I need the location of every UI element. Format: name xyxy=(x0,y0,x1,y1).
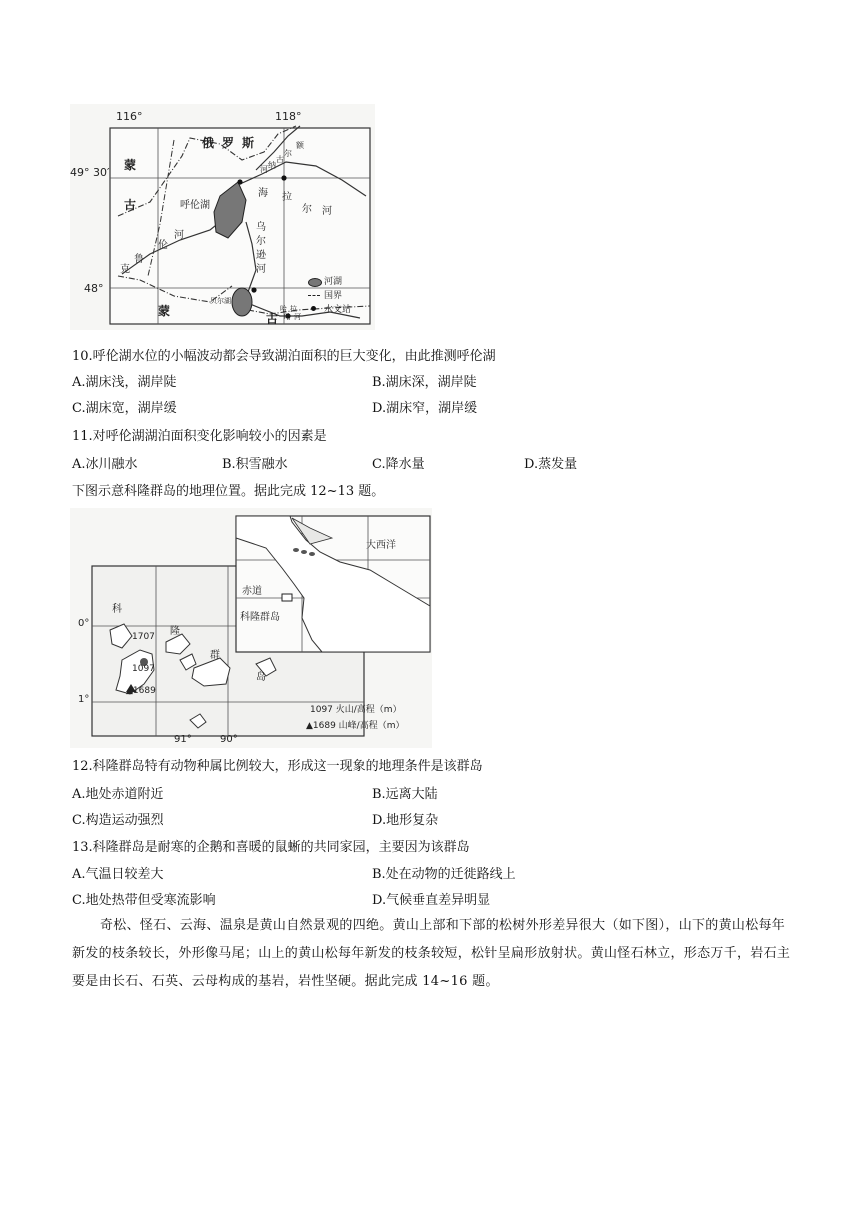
hailaer-river-2: 拉 xyxy=(282,192,292,203)
q12-option-a: A.地处赤道附近 xyxy=(72,787,164,802)
wuerxun-river-1: 乌 xyxy=(256,222,266,233)
kelulun-river-2: 鲁 xyxy=(134,254,144,265)
q10-stem: 10.呼伦湖水位的小幅波动都会导致湖泊面积的巨大变化，由此推测呼伦湖 xyxy=(72,349,496,364)
buir-lake-label: 贝尔湖 xyxy=(210,297,231,305)
mongolia-bottom-label-2: 古 xyxy=(266,312,279,326)
elevation-1689: ▲1689 xyxy=(126,686,156,696)
mongolia-bottom-label-1: 蒙 xyxy=(158,304,171,318)
q11-option-d: D.蒸发量 xyxy=(524,457,578,472)
legend-peak: ▲1689 山峰/高程（m） xyxy=(306,721,405,731)
legend-volcano: 1097 火山/高程（m） xyxy=(310,705,402,715)
russia-label-2: 罗 xyxy=(222,136,235,150)
hailaer-river-4: 河 xyxy=(322,206,332,217)
elevation-1707: 1707 xyxy=(132,632,155,642)
wuerxun-river-3: 逊 xyxy=(256,250,266,261)
eerguna-river-3: 古 xyxy=(276,155,284,164)
lon-116-label: 116° xyxy=(116,110,143,123)
russia-label-1: 俄 xyxy=(202,136,215,150)
galapagos-inset-label: 科隆群岛 xyxy=(240,612,280,623)
q10-option-d: D.湖床窄，湖岸缓 xyxy=(372,401,478,416)
eerguna-river-4: 纳 xyxy=(268,161,276,170)
q10-option-b: B.湖床深，湖岸陡 xyxy=(372,375,477,390)
q10-option-c: C.湖床宽，湖岸缓 xyxy=(72,401,177,416)
eerguna-river-2: 尔 xyxy=(284,149,292,158)
island-char-4: 岛 xyxy=(256,672,266,683)
galapagos-map xyxy=(70,508,432,748)
lat-4930-label: 49° 30′ xyxy=(70,166,110,179)
island-char-2: 隆 xyxy=(170,626,180,637)
q11-option-b: B.积雪融水 xyxy=(222,457,288,472)
legend-border-label: 国界 xyxy=(324,291,343,301)
q13-stem: 13.科隆群岛是耐寒的企鹅和喜暖的鼠蜥的共同家园，主要因为该群岛 xyxy=(72,840,470,855)
eerguna-river-1: 额 xyxy=(296,141,304,150)
equator-label: 赤道 xyxy=(242,586,262,597)
wuerxun-river-4: 河 xyxy=(256,264,266,275)
atlantic-label: 大西洋 xyxy=(366,540,396,551)
lat-0-label: 0° xyxy=(78,618,90,629)
q12-13-intro: 下图示意科隆群岛的地理位置。据此完成 12~13 题。 xyxy=(72,484,385,499)
hailaer-river-1: 海 xyxy=(258,188,268,199)
hulun-lake-label: 呼伦湖 xyxy=(180,200,210,211)
island-char-3: 群 xyxy=(210,650,220,661)
mongolia-top-label-1: 蒙 xyxy=(124,158,137,172)
q13-option-a: A.气温日较差大 xyxy=(72,867,164,882)
wuerxun-river-2: 尔 xyxy=(256,236,266,247)
kelulun-river-1: 克 xyxy=(120,264,130,275)
legend-station-label: 水文站 xyxy=(324,305,352,315)
q11-option-c: C.降水量 xyxy=(372,457,425,472)
eerguna-river-5: 河 xyxy=(260,165,268,174)
lat-48-label: 48° xyxy=(84,282,104,295)
q13-option-c: C.地处热带但受寒流影响 xyxy=(72,893,216,908)
q12-option-d: D.地形复杂 xyxy=(372,813,439,828)
q12-stem: 12.科隆群岛特有动物种属比例较大，形成这一现象的地理条件是该群岛 xyxy=(72,759,483,774)
lon-91-label: 91° xyxy=(174,734,192,745)
kelulun-river-3: 伦 xyxy=(158,240,168,251)
q10-option-a: A.湖床浅，湖岸陡 xyxy=(72,375,177,390)
q12-option-c: C.构造运动强烈 xyxy=(72,813,164,828)
russia-label-3: 斯 xyxy=(242,136,255,150)
halaha-river-3: 哈 xyxy=(284,313,291,321)
hailaer-river-3: 尔 xyxy=(302,204,312,215)
lake-legend-icon xyxy=(308,278,322,287)
q13-option-b: B.处在动物的迁徙路线上 xyxy=(372,867,516,882)
halaha-river-2: 拉 xyxy=(290,305,297,313)
lon-90-label: 90° xyxy=(220,734,238,745)
station-legend-icon xyxy=(311,306,316,311)
kelulun-river-4: 河 xyxy=(174,230,184,241)
hulun-map-legend xyxy=(308,274,374,316)
halaha-river-4: 河 xyxy=(294,313,301,321)
elevation-1097: 1097 xyxy=(132,664,155,674)
hulun-lake-map xyxy=(70,104,375,330)
q13-option-d: D.气候垂直差异明显 xyxy=(372,893,491,908)
lon-118-label: 118° xyxy=(275,110,302,123)
island-char-1: 科 xyxy=(112,604,122,615)
halaha-river-1: 哈 xyxy=(280,305,287,313)
mongolia-top-label-2: 古 xyxy=(124,198,137,212)
legend-lake-label: 河湖 xyxy=(324,277,343,287)
lat-1-label: 1° xyxy=(78,694,90,705)
q11-stem: 11.对呼伦湖湖泊面积变化影响较小的因素是 xyxy=(72,429,327,444)
huangshan-passage: 奇松、怪石、云海、温泉是黄山自然景观的四绝。黄山上部和下部的松树外形差异很大（如下图），山下的黄山松每年新发的枝条较长，外形像马尾；山上的黄山松每年新发的枝条较短，松针呈扁形放射状。黄山怪石林立，形态万千，岩石主要是由长石、石英、云母构成的基岩，岩性坚硬。据此完成 14~16 题。 xyxy=(72,918,791,989)
q12-option-b: B.远离大陆 xyxy=(372,787,438,802)
q11-option-a: A.冰川融水 xyxy=(72,457,138,472)
border-legend-icon xyxy=(308,295,320,296)
